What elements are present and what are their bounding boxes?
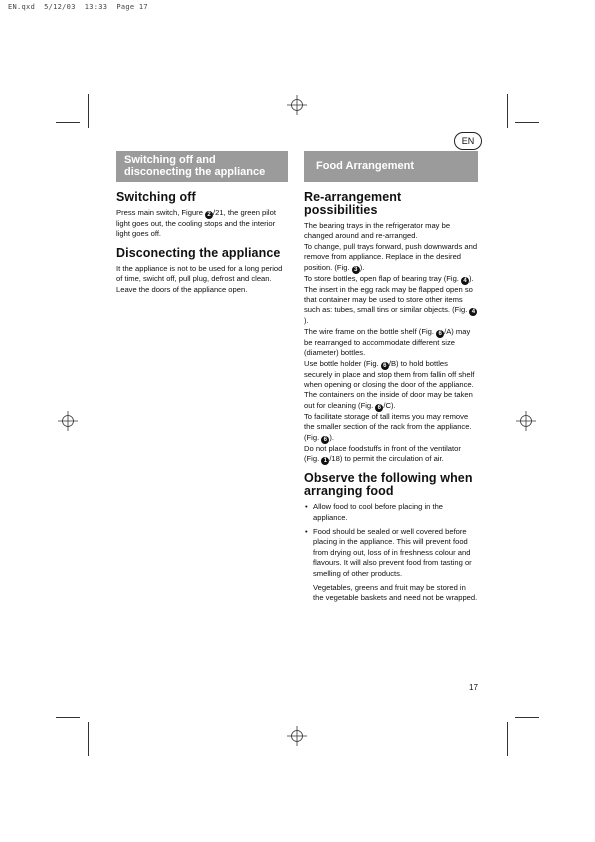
registration-mark-left (58, 411, 78, 431)
text: ). (469, 273, 474, 283)
crop-mark (515, 717, 539, 718)
text: Use bottle holder (Fig. (304, 358, 381, 368)
figure-ref-icon: 3 (352, 266, 360, 274)
paragraph-tall-items (304, 412, 478, 444)
arrangement-tips-list (304, 502, 478, 579)
registration-mark-right (516, 411, 536, 431)
heading-disconnecting: Disconecting the appliance (116, 245, 281, 260)
crop-mark (507, 94, 508, 128)
figure-ref-icon: 1 (321, 457, 329, 465)
list-item (304, 502, 478, 523)
text: To change, pull trays forward, push downwards and remove from appliance. Replace in the desired position. (Fig. (304, 241, 478, 272)
text: Do not place foodstuffs in front of the ventilator (Fig. (304, 443, 461, 464)
paragraph-change-trays (304, 242, 478, 274)
paragraph-wire-frame (304, 327, 478, 359)
figure-ref-icon: 4 (461, 277, 469, 285)
text: ). (359, 262, 365, 272)
figure-ref-icon: 6 (381, 362, 389, 370)
heading-switching-off: Switching off (116, 190, 196, 204)
text: ). (304, 316, 309, 326)
heading-rearrangement: Re-arrangement possibilities (304, 190, 402, 217)
paragraph-switching-off (116, 208, 288, 240)
text: /21, the green pilot light goes out, the cooling stops and the interior light goes off. (116, 208, 276, 239)
paragraph-disconnecting: It the appliance is not to be used for a long period of time, swicht off, pull plug, defrost and clean. Leave the doors of the appliance open. (116, 263, 283, 294)
text: /B) to hold bottles securely in place and stop them from fallin off shelf when opening or closing the door of the appliance. (304, 358, 475, 390)
text: The containers on the inside of door may be taken out for cleaning (Fig. (304, 390, 473, 410)
left-column (116, 191, 288, 295)
crop-mark (515, 122, 539, 123)
text: The insert in the egg rack may be flapped open so that container may be used to store other items such as: tubes, small tins or similar objects. (Fig. (304, 284, 473, 315)
paragraph-vegetables: Vegetables, greens and fruit may be stored in the vegetable baskets and need not be wrapped. (313, 582, 478, 603)
crop-mark (88, 94, 89, 128)
crop-mark (507, 722, 508, 756)
bullet-icon: • (305, 502, 308, 512)
crop-mark (56, 717, 80, 718)
crop-mark (88, 722, 89, 756)
page-number: 17 (469, 683, 478, 692)
text: To facilitate storage of tall items you may remove the smaller section of the rack from the appliance. (Fig. (304, 411, 472, 442)
paragraph-bearing-trays: The bearing trays in the refrigerator may be changed around and re-arranged. (304, 221, 451, 241)
text: ). (329, 432, 334, 442)
text: Food should be sealed or well covered before placing in the appliance. This will prevent food from drying out, loss of in freshness colour and flavours. It will also prevent food from tasting or smelling of other products. (313, 526, 472, 578)
text: To store bottles, open flap of bearing tray (Fig. (304, 273, 462, 283)
figure-ref-icon: 6 (436, 330, 444, 338)
registration-mark-bottom (287, 726, 307, 746)
right-column (304, 191, 478, 604)
paragraph-egg-rack (304, 285, 478, 327)
text: /C). (383, 400, 396, 410)
print-slug: EN.qxd 5/12/03 13:33 Page 17 (8, 3, 148, 11)
paragraph-ventilator (304, 444, 478, 465)
paragraph-door-containers (304, 390, 478, 411)
registration-mark-top (287, 95, 307, 115)
text: Allow food to cool before placing in the appliance. (313, 502, 444, 522)
crop-mark (56, 122, 80, 123)
text: Press main switch, Figure (116, 208, 206, 217)
text: /A) may be rearranged to accommodate different size (diameter) bottles. (304, 326, 471, 358)
paragraph-bottle-holder (304, 359, 478, 391)
section-header-switching-off: Switching off and disconecting the appliance (116, 151, 288, 182)
bullet-icon: • (305, 526, 308, 536)
language-badge: EN (454, 132, 482, 150)
text: /18) to permit the circulation of air. (329, 454, 444, 464)
list-item (304, 527, 478, 579)
figure-ref-icon: 4 (469, 308, 477, 316)
figure-ref-icon: 6 (375, 404, 383, 412)
figure-ref-icon: 6 (321, 436, 329, 444)
figure-ref-icon: 2 (205, 211, 213, 219)
paragraph-store-bottles (304, 274, 478, 285)
text: The wire frame on the bottle shelf (Fig. (304, 326, 437, 336)
section-header-food-arrangement: Food Arrangement (304, 151, 478, 182)
heading-observe: Observe the following when arranging food (304, 471, 473, 499)
